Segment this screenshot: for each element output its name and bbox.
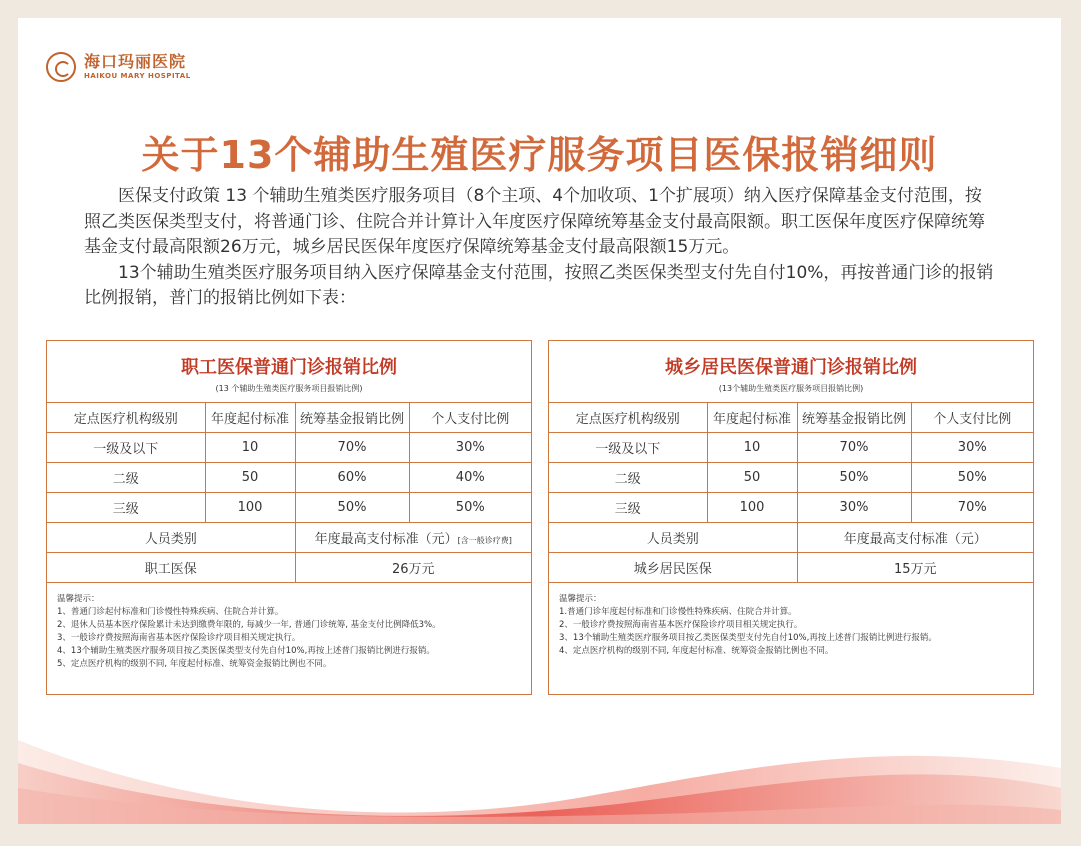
intro-paragraph-1: 医保支付政策 13 个辅助生殖类医疗服务项目（8个主项、4个加收项、1个扩展项）纳入医疗保障基金支付范围，按照乙类医保类型支付，将普通门诊、住院合并计算计入年度医疗保障统筹基金支付最高限额。职工医保年度医疗保障统筹基金支付最高限额26万元，城乡居民医保年度医疗保障统筹基金支付最高限额15万元。 — [84, 186, 985, 257]
note-line: 4、定点医疗机构的级别不同, 年度起付标准、统筹资金报销比例也不同。 — [559, 646, 834, 656]
header-cell: 定点医疗机构级别 — [47, 403, 205, 433]
table-cell: 一级及以下 — [47, 433, 205, 463]
table-title: 职工医保普通门诊报销比例 — [181, 357, 397, 378]
table-cell: 50% — [409, 493, 531, 523]
max-header-label: 年度最高支付标准（元） — [314, 532, 458, 547]
note-line: 2、一般诊疗费按照海南省基本医疗保险诊疗项目相关规定执行。 — [559, 620, 803, 630]
table-cell: 50 — [205, 463, 295, 493]
poster — [18, 18, 1061, 824]
table-subtitle: (13个辅助生殖类医疗服务项目报销比例) — [718, 384, 864, 393]
hospital-emblem-icon — [46, 52, 76, 82]
table-header-row — [47, 403, 531, 433]
intro-paragraph-2: 13个辅助生殖类医疗服务项目纳入医疗保障基金支付范围，按照乙类医保类型支付先自付10%，再按普通门诊的报销比例报销，普门的报销比例如下表： — [84, 262, 994, 308]
header-cell: 年度起付标准 — [707, 403, 797, 433]
table-cell: 60% — [295, 463, 409, 493]
note-line: 1、普通门诊起付标准和门诊慢性特殊疾病、住院合并计算。 — [57, 607, 284, 617]
table-cell: 70% — [295, 433, 409, 463]
max-value-cell: 26万元 — [295, 553, 531, 583]
table-row — [549, 433, 1033, 463]
table-title: 城乡居民医保普通门诊报销比例 — [665, 357, 917, 378]
category-cell: 职工医保 — [47, 553, 295, 583]
table-row — [549, 553, 1033, 583]
hospital-logo — [46, 52, 191, 82]
table-cell: 50% — [911, 463, 1033, 493]
max-value-cell: 15万元 — [797, 553, 1033, 583]
table-cell: 三级 — [47, 493, 205, 523]
max-header-note: [含一般诊疗费] — [457, 536, 512, 545]
table-cell: 10 — [205, 433, 295, 463]
table-cell: 30% — [409, 433, 531, 463]
note-line: 3、13个辅助生殖类医疗服务项目按乙类医保类型支付先自付10%,再按上述普门报销比例进行报销。 — [559, 633, 937, 643]
table-row — [47, 463, 531, 493]
table-cell: 30% — [911, 433, 1033, 463]
max-header-cell — [295, 523, 531, 553]
table-cell: 70% — [911, 493, 1033, 523]
table-row — [549, 523, 1033, 553]
note-line: 1.普通门诊年度起付标准和门诊慢性特殊疾病、住院合并计算。 — [559, 607, 797, 617]
header-cell: 定点医疗机构级别 — [549, 403, 707, 433]
decorative-wave — [18, 718, 1061, 824]
resident-insurance-table — [548, 340, 1034, 695]
tips-notes — [47, 583, 531, 681]
table-row — [549, 493, 1033, 523]
table-cell: 50 — [707, 463, 797, 493]
tips-notes — [549, 583, 1033, 668]
employee-insurance-table — [46, 340, 532, 695]
logo-name-cn: 海口玛丽医院 — [84, 52, 187, 71]
header-cell: 统筹基金报销比例 — [295, 403, 409, 433]
note-line: 温馨提示： — [559, 594, 602, 604]
table-cell: 三级 — [549, 493, 707, 523]
table-row — [47, 493, 531, 523]
note-line: 3、一般诊疗费按照海南省基本医疗保险诊疗项目相关规定执行。 — [57, 633, 301, 643]
table-row — [549, 463, 1033, 493]
table-subtitle: (13 个辅助生殖类医疗服务项目报销比例) — [215, 384, 363, 393]
table-row — [47, 553, 531, 583]
category-header-cell: 人员类别 — [549, 523, 797, 553]
table-header-row — [549, 403, 1033, 433]
header-cell: 个人支付比例 — [911, 403, 1033, 433]
category-header-cell: 人员类别 — [47, 523, 295, 553]
header-cell: 统筹基金报销比例 — [797, 403, 911, 433]
table-cell: 一级及以下 — [549, 433, 707, 463]
note-line: 4、13个辅助生殖类医疗服务项目按乙类医保类型支付先自付10%,再按上述普门报销比例进行报销。 — [57, 646, 435, 656]
table-cell: 100 — [707, 493, 797, 523]
table-cell: 50% — [797, 463, 911, 493]
table-cell: 100 — [205, 493, 295, 523]
page-title: 关于13个辅助生殖医疗服务项目医保报销细则 — [141, 133, 938, 177]
table-cell: 30% — [797, 493, 911, 523]
table-cell: 70% — [797, 433, 911, 463]
intro-text — [84, 184, 994, 312]
table-row — [47, 523, 531, 553]
header-cell: 个人支付比例 — [409, 403, 531, 433]
table-cell: 二级 — [549, 463, 707, 493]
table-cell: 50% — [295, 493, 409, 523]
table-row — [47, 433, 531, 463]
max-header-cell: 年度最高支付标准（元） — [797, 523, 1033, 553]
logo-name-en: HAIKOU MARY HOSPITAL — [84, 72, 191, 80]
note-line: 5、定点医疗机构的级别不同, 年度起付标准、统筹资金报销比例也不同。 — [57, 659, 332, 669]
table-cell: 10 — [707, 433, 797, 463]
category-cell: 城乡居民医保 — [549, 553, 797, 583]
header-cell: 年度起付标准 — [205, 403, 295, 433]
table-cell: 二级 — [47, 463, 205, 493]
table-cell: 40% — [409, 463, 531, 493]
note-line: 2、退休人员基本医疗保险累计未达到缴费年限的, 每减少一年, 普通门诊统筹, 基金支付比例降低3%。 — [57, 620, 441, 630]
note-line: 温馨提示： — [57, 594, 100, 604]
